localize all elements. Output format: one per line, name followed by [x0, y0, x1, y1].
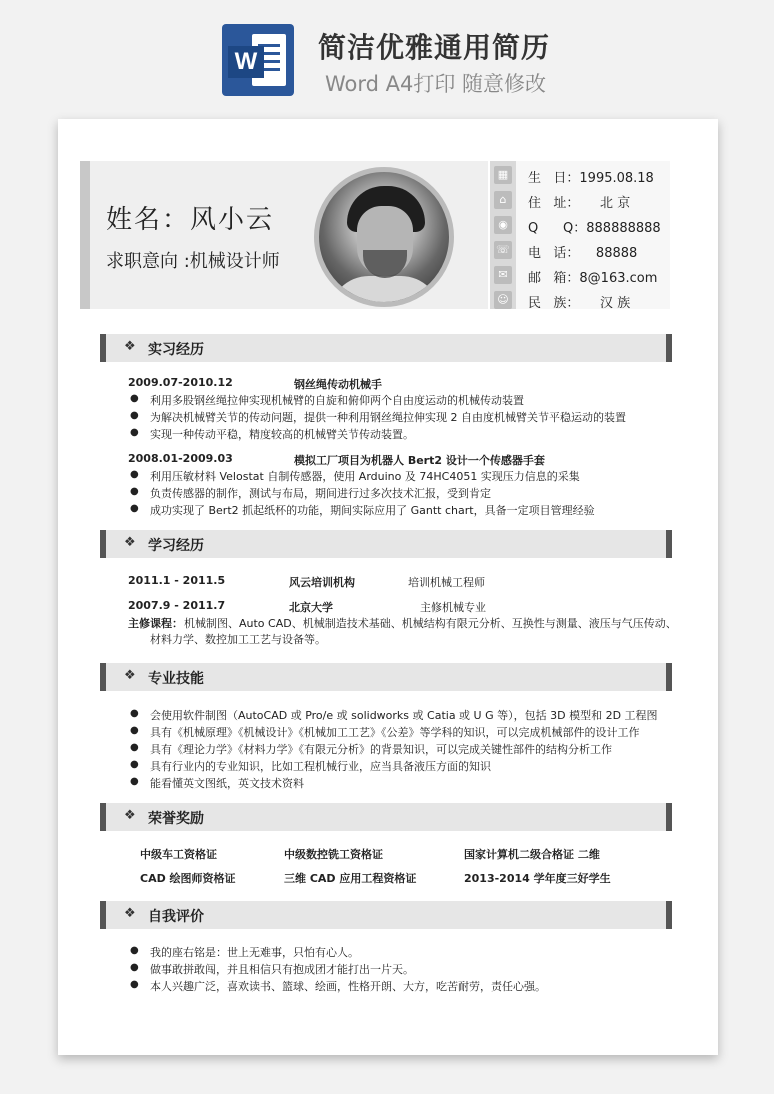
courses-label: 主修课程：: [128, 617, 183, 630]
award-item: CAD 绘图师资格证: [140, 872, 236, 885]
diamond-icon: ❖: [124, 339, 136, 354]
internship-date: 2008.01-2009.03: [128, 452, 233, 465]
section-header-internship: [100, 334, 672, 362]
award-item: 2013-2014 学年度三好学生: [464, 872, 611, 885]
bullet-icon: ●: [130, 962, 139, 973]
bullet-icon: ●: [130, 503, 139, 514]
section-title: 自我评价: [148, 909, 204, 925]
qq-icon: ◉: [494, 216, 512, 234]
resume-page: [58, 119, 718, 1055]
list-item: 会使用软件制图（AutoCAD 或 Pro/e 或 solidworks 或 Catia 或 U G 等），包括 3D 模型和 2D 工程图: [150, 709, 658, 722]
word-letter: W: [228, 46, 264, 78]
info-text: 邮 箱：8@163.com: [528, 271, 658, 286]
word-app-icon: [222, 24, 294, 96]
diamond-icon: ❖: [124, 906, 136, 921]
info-row: [490, 238, 690, 263]
header-left-bar: [80, 161, 90, 309]
list-item: 利用压敏材料 Velostat 自制传感器，使用 Arduino 及 74HC4051 实现压力信息的采集: [150, 470, 580, 483]
section-header-skills: [100, 663, 672, 691]
list-item: 具有《理论力学》《材料力学》《有限元分析》的背景知识，可以完成关键性部件的结构分析工作: [150, 743, 612, 756]
bullet-icon: ●: [130, 469, 139, 480]
info-row: [490, 263, 690, 288]
info-row: [490, 213, 690, 238]
list-item: 负责传感器的制作，测试与布局，期间进行过多次技术汇报，受到肯定: [150, 487, 491, 500]
internship-date: 2009.07-2010.12: [128, 376, 233, 389]
banner-subtitle: Word A4打印 随意修改: [325, 72, 547, 96]
calendar-icon: ▦: [494, 166, 512, 184]
list-item: 实现一种传动平稳，精度较高的机械臂关节传动装置。: [150, 428, 414, 441]
bullet-icon: ●: [130, 725, 139, 736]
section-title: 荣誉奖励: [148, 811, 204, 827]
info-text: 住 址： 北 京: [528, 196, 631, 211]
info-text: 电 话： 88888: [528, 246, 638, 261]
bullet-icon: ●: [130, 427, 139, 438]
banner-title: 简洁优雅通用简历: [318, 31, 551, 64]
mail-icon: ✉: [494, 266, 512, 284]
person-icon: ☺: [494, 291, 512, 309]
home-icon: ⌂: [494, 191, 512, 209]
avatar-photo: [314, 167, 454, 307]
bullet-icon: ●: [130, 979, 139, 990]
bullet-icon: ●: [130, 742, 139, 753]
diamond-icon: ❖: [124, 535, 136, 550]
internship-title: 钢丝绳传动机械手: [294, 378, 382, 391]
info-text: Q Q：888888888: [528, 221, 661, 236]
award-item: 中级车工资格证: [140, 848, 217, 861]
education-major: 培训机械工程师: [408, 576, 485, 589]
award-item: 中级数控铣工资格证: [284, 848, 383, 861]
courses-line-2: 材料力学、数控加工工艺与设备等。: [150, 633, 326, 646]
info-row: [490, 288, 690, 313]
diamond-icon: ❖: [124, 808, 136, 823]
list-item: 成功实现了 Bert2 抓起纸杯的功能，期间实际应用了 Gantt chart，具备一定项目管理经验: [150, 504, 595, 517]
banner: [0, 0, 774, 110]
bullet-icon: ●: [130, 410, 139, 421]
section-title: 实习经历: [148, 342, 204, 358]
bullet-icon: ●: [130, 945, 139, 956]
list-item: 利用多股钢丝绳拉伸实现机械臂的自旋和俯仰两个自由度运动的机械传动装置: [150, 394, 524, 407]
internship-title: 模拟工厂项目为机器人 Bert2 设计一个传感器手套: [294, 454, 545, 467]
education-school: 北京大学: [289, 601, 333, 614]
section-header-education: [100, 530, 672, 558]
award-item: 三维 CAD 应用工程资格证: [284, 872, 417, 885]
bullet-icon: ●: [130, 486, 139, 497]
candidate-name: 姓名：风小云: [106, 205, 275, 235]
job-intent: 求职意向 :机械设计师: [106, 251, 280, 272]
list-item: 为解决机械臂关节的传动问题，提供一种利用钢丝绳拉伸实现 2 自由度机械臂关节平稳运动的装置: [150, 411, 626, 424]
bullet-icon: ●: [130, 708, 139, 719]
phone-icon: ☏: [494, 241, 512, 259]
education-school: 风云培训机构: [289, 576, 355, 589]
info-row: [490, 188, 690, 213]
section-header-awards: [100, 803, 672, 831]
education-date: 2007.9 - 2011.7: [128, 599, 226, 612]
info-text: 民 族： 汉 族: [528, 296, 631, 311]
section-title: 专业技能: [148, 671, 204, 687]
list-item: 具有《机械原理》《机械设计》《机械加工工艺》《公差》等学科的知识，可以完成机械部件的设计工作: [150, 726, 640, 739]
info-text: 生 日：1995.08.18: [528, 171, 654, 186]
list-item: 本人兴趣广泛，喜欢读书、篮球、绘画，性格开朗、大方，吃苦耐劳，责任心强。: [150, 980, 546, 993]
list-item: 我的座右铭是：世上无难事，只怕有心人。: [150, 946, 359, 959]
list-item: 能看懂英文图纸，英文技术资料: [150, 777, 304, 790]
bullet-icon: ●: [130, 759, 139, 770]
info-row: [490, 163, 690, 188]
education-major: 主修机械专业: [420, 601, 486, 614]
diamond-icon: ❖: [124, 668, 136, 683]
education-date: 2011.1 - 2011.5: [128, 574, 226, 587]
bullet-icon: ●: [130, 776, 139, 787]
section-header-self-evaluation: [100, 901, 672, 929]
award-item: 国家计算机二级合格证 二维: [464, 848, 600, 861]
list-item: 具有行业内的专业知识，比如工程机械行业，应当具备液压方面的知识: [150, 760, 491, 773]
list-item: 做事敢拼敢闯，并且相信只有抱成团才能打出一片天。: [150, 963, 414, 976]
courses-line-1: 机械制图、Auto CAD、机械制造技术基础、机械结构有限元分析、互换性与测量、液压与气压传动、: [184, 617, 677, 630]
section-title: 学习经历: [148, 538, 204, 554]
bullet-icon: ●: [130, 393, 139, 404]
